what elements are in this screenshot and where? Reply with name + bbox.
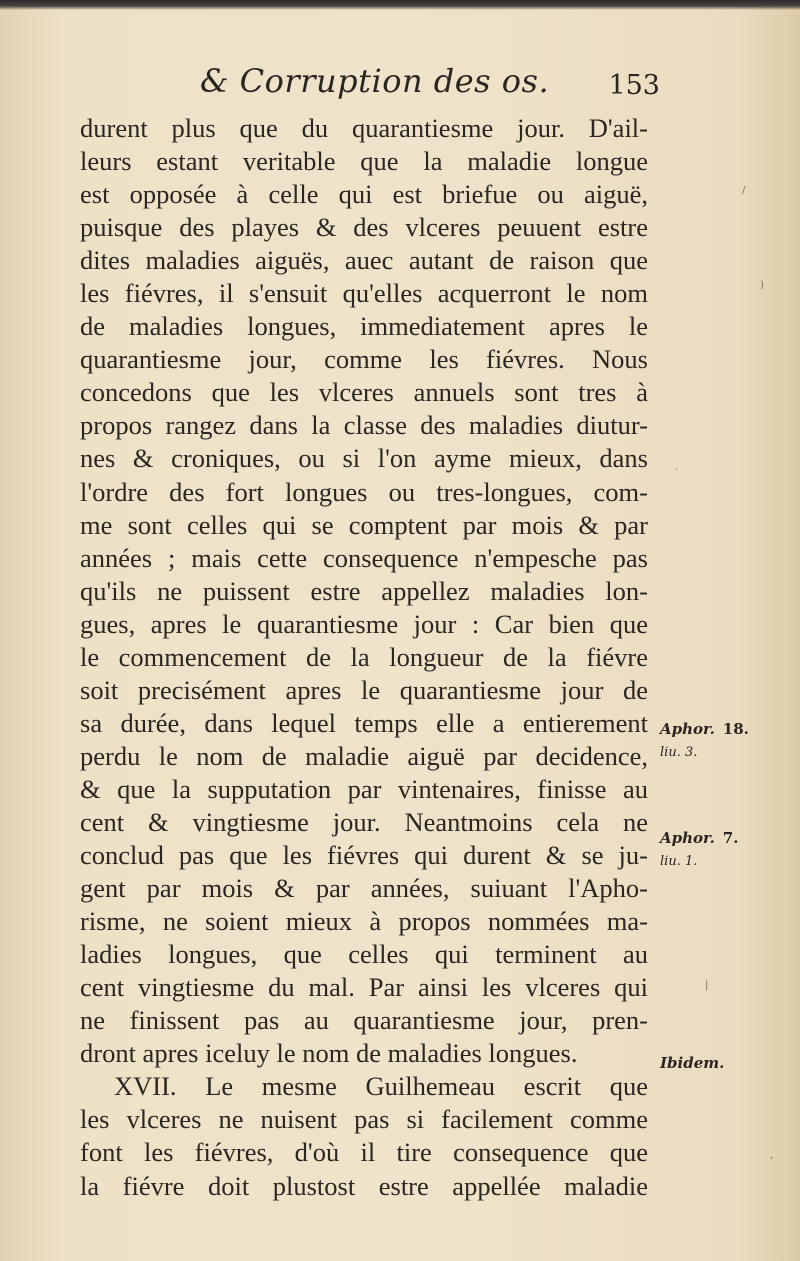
text-line: cent vingtiesme du mal. Par ainsi les vlceres qui [80, 972, 648, 1003]
margin-note-label: Aphor. [660, 720, 715, 738]
paper-speck: ) [760, 280, 764, 291]
page-header [200, 58, 660, 106]
text-line: concedons que les vlceres annuels sont tres à [80, 377, 648, 408]
text-line: gues, apres le quarantiesme jour : Car bien que [80, 608, 648, 639]
text-line: soit precisément apres le quarantiesme jour de [80, 674, 648, 705]
text-line: durent plus que du quarantiesme jour. D'ail- [80, 113, 648, 143]
margin-note-ibidem [660, 1052, 724, 1074]
text-line: l'ordre des fort longues ou tres-longues, com- [80, 476, 648, 507]
margin-note-label: Ibidem. [660, 1054, 725, 1072]
page-number: 153 [608, 70, 660, 101]
text-line: sa durée, dans lequel temps elle a entierement [80, 707, 648, 738]
text-line: est opposée à celle qui est briefue ou aiguë, [80, 179, 648, 210]
text-line: ladies longues, que celles qui terminent au [80, 939, 648, 970]
running-title: & Corruption des os. [200, 62, 550, 100]
paper-speck: , [770, 1150, 774, 1161]
margin-note-aphor-7 [660, 827, 738, 873]
text-line: font les fiévres, d'où il tire consequence que [80, 1137, 648, 1168]
margin-note-ref: 18. [722, 720, 749, 738]
margin-note-sub: liu. 1. [660, 854, 698, 869]
text-line: & que la supputation par vintenaires, finisse au [80, 773, 648, 804]
text-line: le commencement de la longueur de la fiévre [80, 641, 648, 672]
text-line: les fiévres, il s'ensuit qu'elles acquerront le nom [80, 278, 648, 309]
margin-note-sub: liu. 3. [660, 745, 698, 760]
text-line: qu'ils ne puissent estre appellez maladies lon- [80, 575, 648, 606]
text-line: de maladies longues, immediatement apres le [80, 311, 648, 342]
section-heading-line: XVII. Le mesme Guilhemeau escrit que [114, 1071, 648, 1102]
text-line: cent & vingtiesme jour. Neantmoins cela ne [80, 806, 648, 837]
paper-speck: / [742, 185, 746, 196]
text-line: leurs estant veritable que la maladie longue [80, 146, 648, 177]
margin-note-aphor-18 [660, 718, 749, 764]
text-line: dites maladies aiguës, auec autant de raison que [80, 245, 648, 276]
body-text [80, 112, 648, 1203]
text-line: quarantiesme jour, comme les fiévres. Nous [80, 344, 648, 375]
text-line: la fiévre doit plustost estre appellée maladie [80, 1170, 648, 1201]
margin-notes [660, 0, 800, 1261]
paper-speck: · [675, 465, 679, 476]
text-line: années ; mais cette consequence n'empesche pas [80, 542, 648, 573]
text-line: propos rangez dans la classe des maladies diutur- [80, 410, 648, 441]
paper-speck: | [705, 980, 709, 991]
text-line: perdu le nom de maladie aiguë par decidence, [80, 740, 648, 771]
text-line: me sont celles qui se comptent par mois & par [80, 509, 648, 540]
text-line: risme, ne soient mieux à propos nommées ma- [80, 906, 648, 937]
text-line: dront apres iceluy le nom de maladies longues. [80, 1038, 578, 1069]
text-line: gent par mois & par années, suiuant l'Apho- [80, 873, 648, 904]
margin-note-ref: 7. [722, 829, 739, 847]
text-line: puisque des playes & des vlceres peuuent estre [80, 212, 648, 243]
text-line: ne finissent pas au quarantiesme jour, pren- [80, 1005, 648, 1036]
text-line: nes & croniques, ou si l'on ayme mieux, dans [80, 443, 648, 474]
margin-note-label: Aphor. [660, 829, 715, 847]
text-line: conclud pas que les fiévres qui durent & se ju- [80, 840, 648, 871]
text-line: les vlceres ne nuisent pas si facilement comme [80, 1104, 648, 1135]
